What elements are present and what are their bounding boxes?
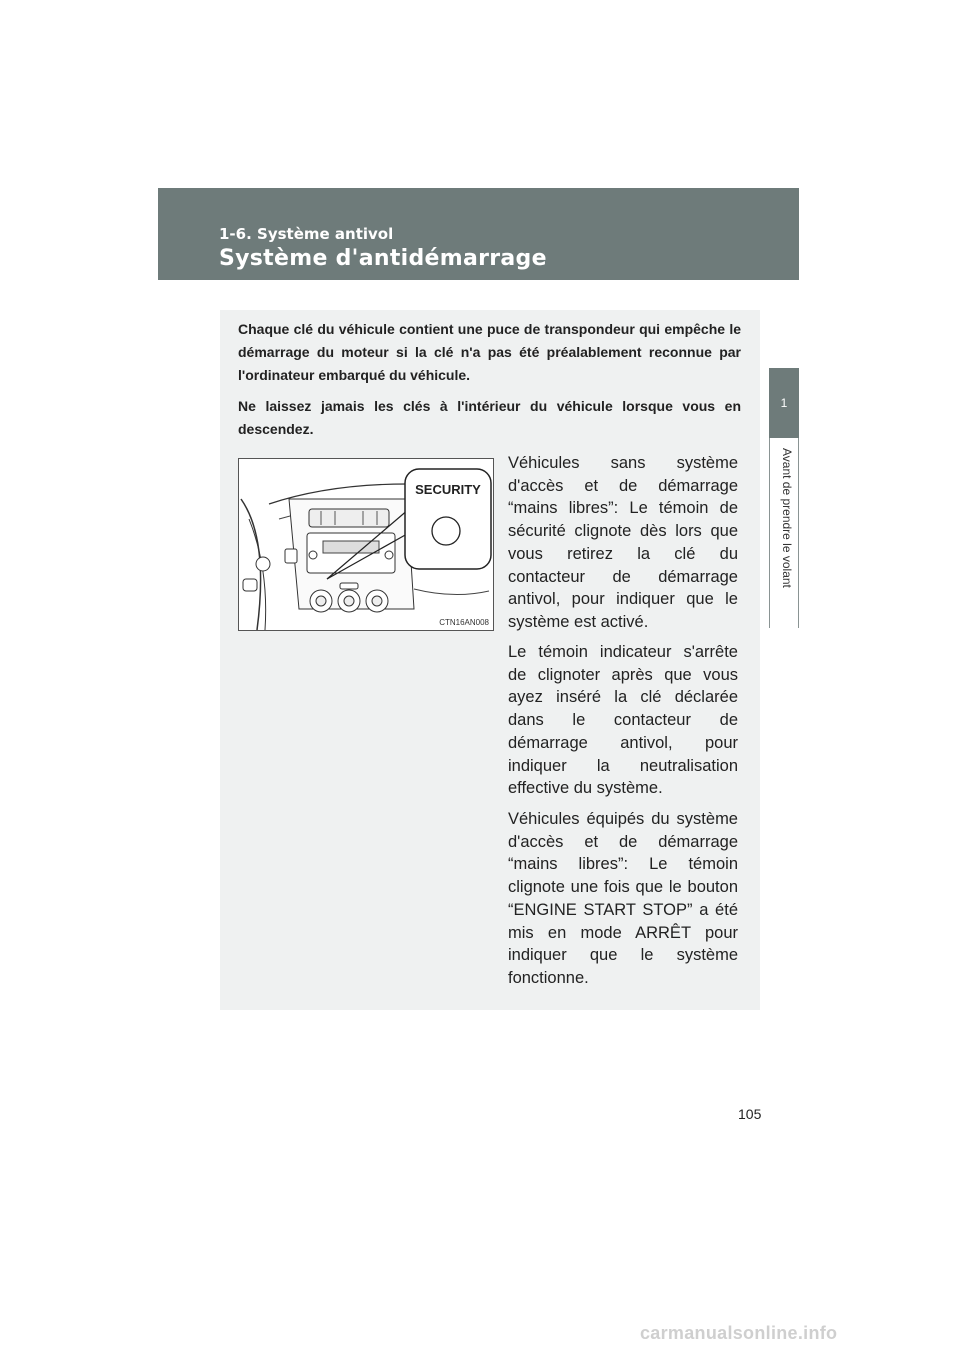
content-box [220, 310, 760, 1010]
figure-code: CTN16AN008 [439, 618, 489, 627]
section-label: 1-6. Système antivol [219, 225, 394, 243]
chapter-title: Avant de prendre le volant [780, 448, 794, 588]
watermark: carmanualsonline.info [640, 1323, 838, 1343]
chapter-number: 1 [780, 396, 788, 410]
intro-paragraph: Chaque clé du véhicule contient une puce de transpondeur qui empêche le démarrage du moteur si la clé n'a pas été préalablement reconnue par l'ordinateur embarqué du véhicule. [238, 321, 741, 383]
section-header [158, 188, 799, 280]
intro-warning: Ne laissez jamais les clés à l'intérieur du véhicule lorsque vous en descendez. [238, 398, 741, 437]
paragraph-with-smart-key: Véhicules équipés du système d'accès et de démarrage “mains libres”: Le témoin clignote une fois que le bouton “ENGINE START STOP” a été mis en mode ARRÊT pour indiquer que le système fonctionne. [508, 810, 738, 987]
page-title: Système d'antidémarrage [219, 246, 547, 271]
page-number: 105 [738, 1106, 762, 1122]
chapter-tab [769, 368, 799, 438]
paragraph-without-smart-key: Véhicules sans système d'accès et de démarrage “mains libres”: Le témoin de sécurité clignote dès lors que vous retirez la clé du contacteur de démarrage antivol, pour indiquer que le système est activé. [508, 454, 738, 631]
security-indicator-light [432, 517, 460, 545]
dashboard-illustration [238, 458, 494, 631]
security-indicator-label: SECURITY [415, 482, 481, 497]
paragraph-indicator-stops: Le témoin indicateur s'arrête de clignoter après que vous ayez inséré la clé déclarée dans le contacteur de démarrage antivol, pour indiquer la neutralisation effective du système. [508, 643, 738, 798]
